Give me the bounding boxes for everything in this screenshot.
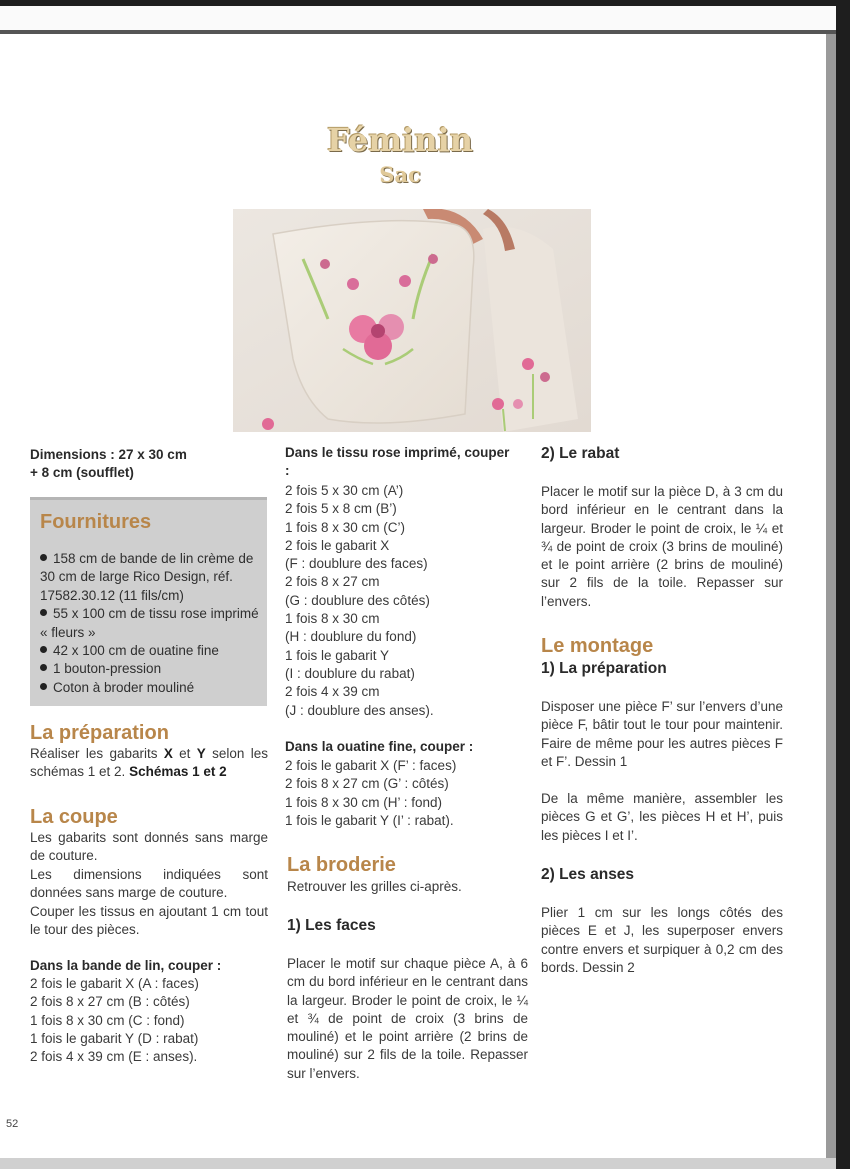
ouatine-list	[285, 757, 456, 830]
cut-line: 2 fois 8 x 27 cm (G’ : côtés)	[285, 776, 449, 792]
montage-prep-text-2: De la même manière, assembler les pièces G et G’, les pièces H et H’, puis les pièces I et I’.	[541, 791, 783, 843]
cut-line: 1 fois 8 x 30 cm (C’)	[285, 519, 406, 535]
cut-line: 2 fois 5 x 30 cm (A’)	[285, 483, 404, 498]
lin-list	[30, 975, 199, 1066]
cut-line: (G : doublure des côtés)	[285, 592, 430, 608]
anses-title: 2) Les anses	[541, 866, 635, 883]
supplies-box	[30, 497, 267, 706]
faces-title: 1) Les faces	[287, 917, 376, 934]
scan-bottom-shadow	[0, 1158, 836, 1169]
montage-title: Le montage	[541, 635, 654, 657]
cut-line: (I : doublure du rabat)	[285, 665, 415, 681]
bag-photo	[233, 209, 591, 432]
bullet-icon	[40, 609, 47, 616]
ouatine-heading: Dans la ouatine fine, couper :	[285, 739, 474, 754]
coupe-text-2: Les dimensions indiquées sont données sans marge de couture.	[30, 867, 268, 901]
scan-top-border	[0, 0, 850, 6]
cut-line: 2 fois 4 x 39 cm	[285, 684, 380, 700]
page-title: Féminin	[326, 121, 474, 160]
cut-line: 2 fois le gabarit X (A : faces)	[30, 976, 199, 991]
rabat-title: 2) Le rabat	[541, 445, 620, 462]
supply-item: 158 cm de bande de lin crème de 30 cm de large Rico Design, réf. 17582.30.12 (11 fils/cm)	[40, 551, 254, 603]
cut-line: 2 fois 5 x 8 cm (B’)	[285, 501, 397, 517]
supply-item: Coton à broder mouliné	[40, 679, 266, 697]
coupe-title: La coupe	[30, 806, 118, 828]
supplies-list	[40, 550, 266, 697]
supply-item: 42 x 100 cm de ouatine fine	[40, 642, 266, 660]
preparation-text: Réaliser les gabarits X et Y selon les schémas 1 et 2. Schémas 1 et 2	[30, 746, 268, 780]
bullet-icon	[40, 683, 47, 690]
cut-line: 2 fois le gabarit X	[285, 537, 390, 553]
cut-line: 1 fois le gabarit Y (I’ : rabat).	[285, 812, 454, 828]
bullet-icon	[40, 664, 47, 671]
cut-line: 1 fois 8 x 30 cm (C : fond)	[30, 1012, 185, 1028]
supply-item: 1 bouton-pression	[40, 660, 266, 678]
cut-line: 2 fois 4 x 39 cm (E : anses).	[30, 1049, 198, 1065]
rose-list	[285, 482, 434, 720]
cut-line: (H : doublure du fond)	[285, 629, 417, 645]
anses-text: Plier 1 cm sur les longs côtés des pièces E et J, les superposer envers contre envers et surpiquer à 0,2 cm des bords. Dessin 2	[541, 905, 783, 975]
scan-page-edge	[0, 30, 850, 34]
cut-line: 1 fois le gabarit Y	[285, 647, 390, 663]
rose-heading: Dans le tissu rose imprimé, couper :	[285, 445, 510, 478]
coupe-text-3: Couper les tissus en ajoutant 1 cm tout le tour des pièces.	[30, 904, 268, 938]
coupe-text-1: Les gabarits sont donnés sans marge de couture.	[30, 830, 268, 864]
cut-line: 1 fois 8 x 30 cm (H’ : fond)	[285, 794, 443, 810]
supply-item: 55 x 100 cm de tissu rose imprimé « fleurs »	[40, 606, 259, 640]
cut-line: 1 fois le gabarit Y (D : rabat)	[30, 1030, 199, 1046]
faces-text: Placer le motif sur chaque pièce A, à 6 cm du bord inférieur en le centrant dans la largeur. Broder le point de croix, le ¼ et ¾ de point de croix (3 brins de mouliné) et le point arrière (2 brins de mouliné) sur 2 fils de la toile. Repasser sur l’envers.	[287, 956, 528, 1081]
cut-line: 1 fois 8 x 30 cm	[285, 611, 380, 627]
broderie-intro: Retrouver les grilles ci-après.	[287, 879, 462, 894]
page-number: 52	[6, 1118, 19, 1130]
scan-right-shadow	[826, 34, 836, 1169]
montage-prep-title: 1) La préparation	[541, 660, 667, 677]
broderie-title: La broderie	[287, 854, 396, 876]
page-subtitle: Sac	[379, 162, 421, 187]
lin-heading: Dans la bande de lin, couper :	[30, 958, 222, 973]
cut-line: 2 fois 8 x 27 cm	[285, 574, 380, 590]
bullet-icon	[40, 646, 47, 653]
supplies-title: Fournitures	[40, 511, 152, 533]
dimensions: Dimensions : 27 x 30 cm + 8 cm (soufflet)	[30, 447, 187, 480]
bullet-icon	[40, 554, 47, 561]
cut-line: (J : doublure des anses).	[285, 702, 434, 718]
scan-right-border	[836, 0, 850, 1169]
cut-line: (F : doublure des faces)	[285, 556, 428, 572]
montage-prep-text-1: Disposer une pièce F’ sur l’envers d’une pièce F, bâtir tout le tour pour maintenir. Faire de même pour les autres pièces F et F’. Dessin 1	[541, 699, 783, 769]
cut-line: 2 fois le gabarit X (F’ : faces)	[285, 758, 457, 773]
preparation-title: La préparation	[30, 722, 169, 744]
cut-line: 2 fois 8 x 27 cm (B : côtés)	[30, 994, 190, 1010]
rabat-text: Placer le motif sur la pièce D, à 3 cm du bord inférieur en le centrant dans la largeur. Broder le point de croix, le ¼ et ¾ de point de croix (3 brins de mouliné) et le point arrière (2 brins de mouliné) sur 2 fils de la toile. Repasser sur l’envers.	[541, 484, 783, 609]
